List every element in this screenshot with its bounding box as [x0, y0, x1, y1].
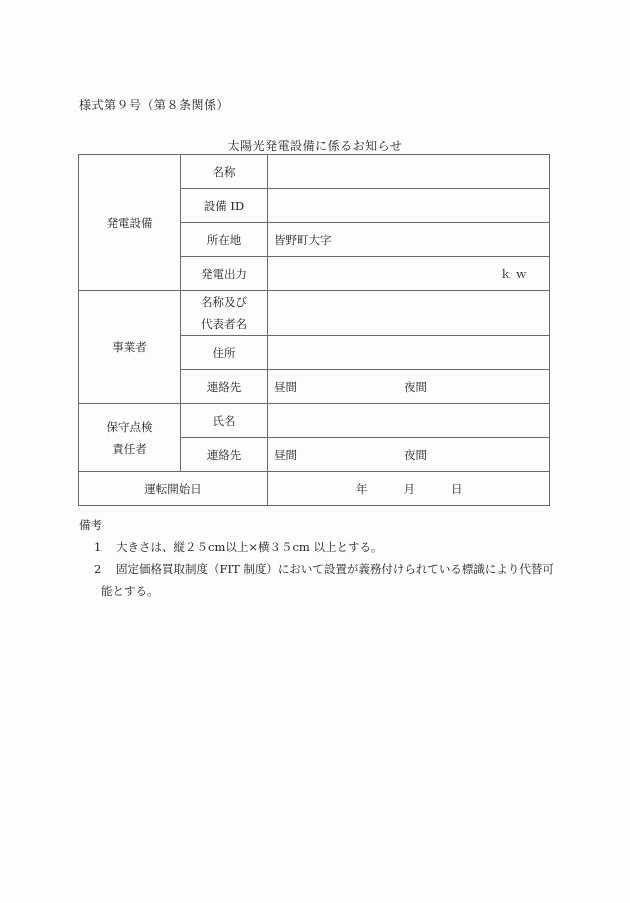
document-title: 太陽光発電設備に係るお知らせ	[227, 139, 403, 153]
equipment-id-value[interactable]	[268, 189, 550, 223]
note-number: 1	[94, 540, 102, 554]
notice-table	[78, 154, 550, 506]
output-unit: ｋｗ	[500, 266, 531, 281]
operator-address-value[interactable]	[268, 336, 550, 370]
note-text: 大きさは、縦２５cm以上×横３５cm 以上とする。	[116, 540, 383, 554]
maintenance-group-label-line1: 保守点検	[106, 419, 153, 434]
note-number: 2	[94, 562, 102, 576]
equipment-location-label: 所在地	[181, 223, 268, 257]
maintenance-contact-label: 連絡先	[181, 438, 268, 472]
start-date-label: 運転開始日	[79, 472, 268, 506]
operator-contact-value[interactable]	[268, 370, 550, 404]
note-continuation: 能とする。	[101, 584, 159, 598]
note-text: 固定価格買取制度（FIT 制度）において設置が義務付けられている標識により代替可	[116, 562, 554, 576]
maintenance-name-label: 氏名	[181, 404, 268, 438]
note-item	[79, 536, 559, 558]
operator-day-label: 昼間	[274, 379, 297, 394]
month-label: 月	[403, 481, 415, 496]
maintenance-group-label-line2: 責任者	[112, 441, 147, 456]
maintenance-contact-value[interactable]	[268, 438, 550, 472]
operator-address-label: 住所	[181, 336, 268, 370]
operator-name-label	[181, 291, 268, 336]
start-date-value[interactable]	[268, 472, 550, 506]
operator-contact-label: 連絡先	[181, 370, 268, 404]
operator-name-label-line2: 代表者名	[201, 317, 247, 331]
equipment-location-value[interactable]: 皆野町大字	[268, 223, 550, 257]
equipment-name-value[interactable]	[268, 155, 550, 189]
day-label: 日	[451, 481, 463, 496]
maintenance-day-label: 昼間	[274, 447, 297, 462]
equipment-group-label: 発電設備	[79, 155, 181, 291]
maintenance-night-label: 夜間	[404, 447, 427, 462]
maintenance-group-label	[79, 404, 181, 472]
equipment-name-label: 名称	[181, 155, 268, 189]
year-label: 年	[356, 481, 368, 496]
equipment-id-label: 設備 ID	[181, 189, 268, 223]
notes-heading: 備考	[79, 518, 102, 532]
operator-night-label: 夜間	[404, 379, 427, 394]
operator-name-label-line1: 名称及び	[201, 295, 247, 309]
form-number: 様式第９号（第８条関係）	[79, 98, 230, 112]
operator-name-value[interactable]	[268, 291, 550, 336]
equipment-output-value[interactable]	[268, 257, 550, 291]
equipment-output-label: 発電出力	[181, 257, 268, 291]
notes-section	[79, 514, 559, 602]
maintenance-name-value[interactable]	[268, 404, 550, 438]
operator-group-label: 事業者	[79, 291, 181, 404]
note-item	[79, 558, 559, 580]
